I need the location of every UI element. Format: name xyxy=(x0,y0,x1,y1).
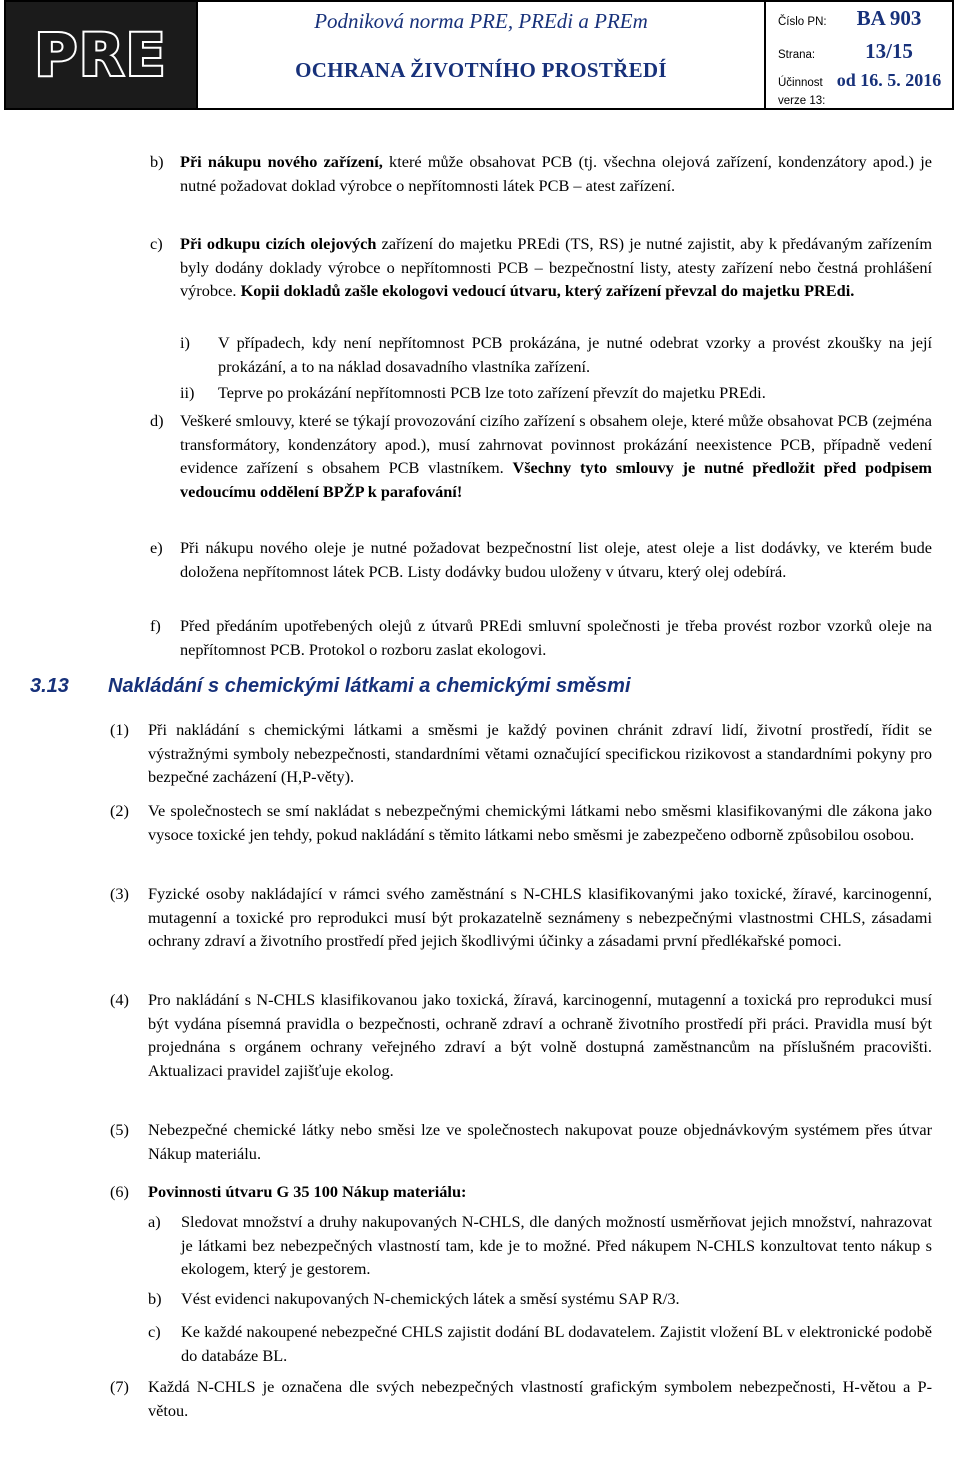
cislo-value: BA 903 xyxy=(856,6,922,30)
cislo-label: Číslo PN: xyxy=(778,16,827,28)
item-label: e) xyxy=(150,538,163,557)
list-item-f xyxy=(150,614,932,661)
paragraph-3 xyxy=(110,882,932,953)
list-item-c xyxy=(150,232,932,303)
pre-logo-text: PRE xyxy=(34,21,168,89)
paragraph-label: (2) xyxy=(110,801,129,820)
paragraph-text: Ve společnostech se smí nakládat s nebezpečnými chemickými látkami nebo směsmi klasifikovanými dle zákona jako vysoce toxické jen tehdy, pokud nakládání s těmito látkami nebo směsmi je zabezpečeno odborně způsobilou osobou. xyxy=(148,801,932,844)
paragraph-text: Nebezpečné chemické látky nebo směsi lze ve společnostech nakupovat pouze objednávkovým systémem přes útvar Nákup materiálu. xyxy=(148,1120,932,1163)
item-c-bold2: Kopii dokladů zašle ekologovi vedoucí útvaru, který zařízení převzal do majetku PREdi. xyxy=(240,281,855,301)
paragraph-text: Při nakládání s chemickými látkami a směsmi je každý povinen chránit zdraví lidí, životní prostředí, řídit se výstražnými symboly nebezpečnosti, standardními větami označující specifickou rizikovost a standardními pokyny pro bezpečné zacházení (H,P-věty). xyxy=(148,720,932,787)
strana-label: Strana: xyxy=(778,49,816,61)
sub-item-i xyxy=(180,331,932,378)
meta-ucinnost xyxy=(778,70,942,95)
item-c-bold: Při odkupu cizích olejových xyxy=(180,234,377,253)
sub-item-ii xyxy=(180,381,932,405)
sub-item-label: ii) xyxy=(180,383,195,402)
list-item-d xyxy=(150,409,932,503)
item-label: c) xyxy=(150,234,163,253)
strana-value: 13/15 xyxy=(865,39,913,63)
sub-item-b xyxy=(148,1287,932,1311)
header-title-block xyxy=(198,2,766,108)
item-label: f) xyxy=(150,616,161,635)
paragraph-label: (5) xyxy=(110,1120,129,1139)
meta-strana xyxy=(778,39,942,64)
paragraph-bold: Povinnosti útvaru G 35 100 Nákup materiálu: xyxy=(148,1182,467,1201)
item-b-text: které může obsahovat PCB (tj. všechna olejová zařízení, kondenzátory apod.) je nutné požadovat doklad výrobce o nepřítomnosti látek PCB – atest zařízení. xyxy=(180,152,932,195)
sub-item-text: Teprve po prokázání nepřítomnosti PCB lze toto zařízení převzít do majetku PREdi. xyxy=(218,383,766,402)
sub-item-text: V případech, kdy není nepřítomnost PCB prokázána, je nutné odebrat vzorky a provést zkoušky na její prokázání, a to na náklad dosavadního vlastníka zařízení. xyxy=(218,333,932,376)
item-c-text: zařízení do majetku PREdi (TS, RS) je nutné zajistit, aby k předávaným zařízením byly dodány doklady výrobce o nepřítomnosti PCB – bezpečnostní listy, atesty zařízení nebo čestná prohlášení výrobce. xyxy=(180,234,932,301)
item-label: b) xyxy=(150,152,164,171)
paragraph-5 xyxy=(110,1118,932,1165)
item-f-text: Před předáním upotřebených olejů z útvarů PREdi smluvní společnosti je třeba provést rozbor vzorků oleje na nepřítomnost PCB. Protokol o rozboru zaslat ekologovi. xyxy=(180,616,932,659)
list-item-b xyxy=(150,150,932,197)
section-heading xyxy=(30,675,631,698)
sub-item-label: b) xyxy=(148,1289,162,1308)
paragraph-label: (3) xyxy=(110,884,129,903)
header-meta xyxy=(766,2,952,108)
norm-title: Podniková norma PRE, PREdi a PREm xyxy=(314,8,648,33)
sub-item-a xyxy=(148,1210,932,1281)
section-title: Nakládání s chemickými látkami a chemickými směsmi xyxy=(108,675,631,697)
item-label: d) xyxy=(150,411,164,430)
list-item-e xyxy=(150,536,932,583)
paragraph-6 xyxy=(110,1180,932,1204)
section-number: 3.13 xyxy=(30,675,69,697)
paragraph-7 xyxy=(110,1375,932,1422)
paragraph-2 xyxy=(110,799,932,846)
paragraph-text: Každá N-CHLS je označena dle svých nebezpečných vlastností grafickým symbolem nebezpečnosti, H-větou a P-větou. xyxy=(148,1377,932,1420)
sub-item-text: Vést evidenci nakupovaných N-chemických látek a směsí systému SAP R/3. xyxy=(181,1289,680,1308)
paragraph-text: Fyzické osoby nakládající v rámci svého zaměstnání s N-CHLS klasifikovanými jako toxické, žíravé, karcinogenní, mutagenní a toxické pro reprodukci musí být prokazatelně seznámeny s nebezpečnými vlastnostmi CHLS, zásadami ochrany zdraví a životního prostředí před jejich škodlivými účinky a zásadami první předlékařské pomoci. xyxy=(148,884,932,951)
paragraph-text: Pro nakládání s N-CHLS klasifikovanou jako toxická, žíravá, karcinogenní, mutagenní a toxická pro reprodukci musí být vydána písemná pravidla o bezpečnosti, ochraně zdraví a ochraně životního prostředí při práci. Pravidla musí být projednána s orgánem ochrany veřejného zdraví a být volně dostupná zaměstnancům na příslušném pracovišti. Aktualizaci pravidel zajišťuje ekolog. xyxy=(148,990,932,1080)
pre-logo xyxy=(6,2,198,108)
sub-item-c xyxy=(148,1320,932,1367)
paragraph-label: (1) xyxy=(110,720,129,739)
document-title: OCHRANA ŽIVOTNÍHO PROSTŘEDÍ xyxy=(295,57,667,82)
item-e-text: Při nákupu nového oleje je nutné požadovat bezpečnostní list oleje, atest oleje a list dodávky, ve kterém bude doložena nepřítomnost látek PCB. Listy dodávky budou uloženy v útvaru, který olej odebírá. xyxy=(180,538,932,581)
item-d-text: Veškeré smlouvy, které se týkají provozování cizího zařízení s obsahem oleje, které může obsahovat PCB (zejména transformátory, kondenzátory apod.), musí zahrnovat povinnost prokázání neexistence PCB, případně vedení evidence zařízení s obsahem PCB vlastníkem. xyxy=(180,411,932,478)
paragraph-label: (4) xyxy=(110,990,129,1009)
sub-item-label: a) xyxy=(148,1212,161,1231)
paragraph-1 xyxy=(110,718,932,789)
paragraph-label: (7) xyxy=(110,1377,129,1396)
item-b-bold: Při nákupu nového zařízení, xyxy=(180,152,383,171)
ucinnost-value: od 16. 5. 2016 xyxy=(836,70,942,90)
sub-item-text: Ke každé nakoupené nebezpečné CHLS zajistit dodání BL dodavatelem. Zajistit vložení BL v elektronické podobě do databáze BL. xyxy=(181,1322,932,1365)
paragraph-label: (6) xyxy=(110,1182,129,1201)
paragraph-4 xyxy=(110,988,932,1082)
ucinnost-label: Účinnost xyxy=(778,77,823,89)
item-d-bold: Všechny tyto smlouvy je nutné předložit před podpisem vedoucímu oddělení BPŽP k parafování! xyxy=(180,458,932,501)
sub-item-text: Sledovat množství a druhy nakupovaných N-CHLS, dle daných možností usměrňovat jejich množství, nahrazovat je látkami bez nebezpečných vlastností tam, kde je to možné. Před nákupem N-CHLS konzultovat tento nákup s ekologem, který je gestorem. xyxy=(181,1212,932,1279)
meta-verze xyxy=(778,95,942,108)
meta-cislo xyxy=(778,6,942,31)
sub-item-label: c) xyxy=(148,1322,161,1341)
sub-item-label: i) xyxy=(180,333,190,352)
document-header xyxy=(4,0,954,110)
verze-label: verze 13: xyxy=(778,94,826,107)
